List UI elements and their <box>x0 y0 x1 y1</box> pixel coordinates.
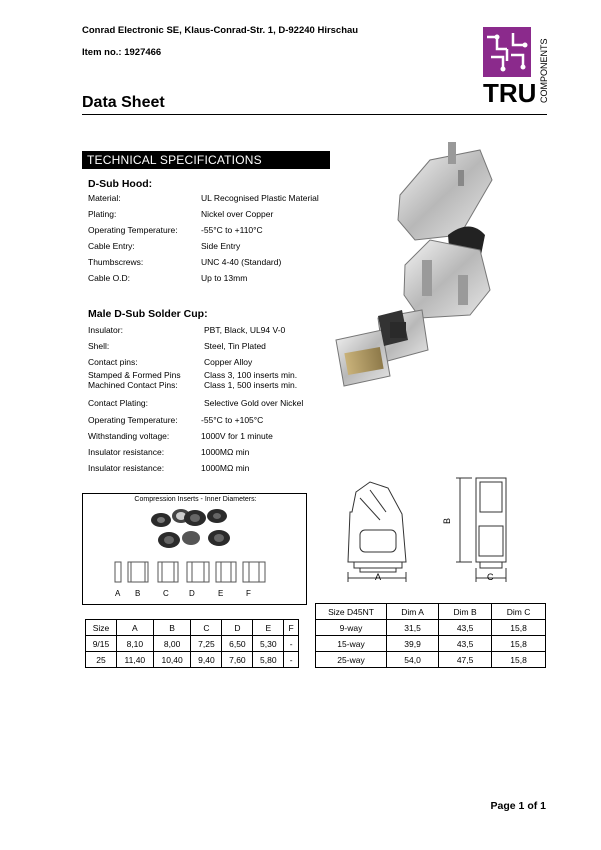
table-cell: 15,8 <box>492 620 546 636</box>
dimensions-table <box>315 603 546 668</box>
company-address: Conrad Electronic SE, Klaus-Conrad-Str. 1, D-92240 Hirschau <box>82 25 359 36</box>
spec-row <box>88 241 348 251</box>
spec-row <box>88 398 348 408</box>
logo-text: TRU <box>483 78 537 105</box>
spec-value: Selective Gold over Nickel <box>204 398 304 408</box>
spec-row <box>88 209 348 219</box>
spec-value: Side Entry <box>201 241 241 251</box>
spec-label: Contact pins: <box>88 357 138 367</box>
spec-row <box>88 341 348 351</box>
logo-side-text: COMPONENTS <box>539 38 549 103</box>
table-cell: 54,0 <box>387 652 439 668</box>
compression-inserts-box <box>82 493 307 605</box>
table-cell: 6,50 <box>222 636 253 652</box>
compression-title: Compression Inserts - Inner Diameters: <box>134 496 257 503</box>
table-header: B <box>153 620 191 636</box>
tru-logo <box>483 27 553 105</box>
spec-value: Class 3, 100 inserts min. <box>204 370 298 380</box>
inserts-photo <box>123 506 273 554</box>
spec-row <box>88 380 348 390</box>
spec-value: Up to 13mm <box>201 273 248 283</box>
table-row <box>86 636 299 652</box>
spec-value: 1000V for 1 minute <box>201 431 273 441</box>
table-cell: 15-way <box>316 636 387 652</box>
table-cell: 25 <box>86 652 117 668</box>
table-header: D <box>222 620 253 636</box>
spec-label: Cable Entry: <box>88 241 135 251</box>
item-number: Item no.: 1927466 <box>82 47 162 58</box>
page-title: Data Sheet <box>82 94 165 111</box>
table-header-row <box>86 620 299 636</box>
inserts-profiles <box>113 560 273 584</box>
spec-label: Material: <box>88 193 121 203</box>
insert-letter: D <box>189 589 195 598</box>
spec-row <box>88 357 348 367</box>
table-header: E <box>253 620 284 636</box>
table-row <box>86 652 299 668</box>
table-cell: 15,8 <box>492 652 546 668</box>
table-cell: 5,30 <box>253 636 284 652</box>
table-cell: 7,25 <box>191 636 222 652</box>
dim-b-label: B <box>442 517 453 525</box>
cup-title: Male D-Sub Solder Cup: <box>88 308 208 320</box>
table-cell: 43,5 <box>439 636 492 652</box>
table-header: Size <box>86 620 117 636</box>
diameters-table <box>85 619 299 668</box>
spec-label: Insulator resistance: <box>88 463 165 473</box>
table-cell: 8,10 <box>116 636 153 652</box>
table-cell: 5,80 <box>253 652 284 668</box>
dim-c-label: C <box>487 572 494 582</box>
hood-title: D-Sub Hood: <box>88 178 153 190</box>
table-cell: 9,40 <box>191 652 222 668</box>
insert-letter: B <box>135 589 141 598</box>
spec-value: 1000MΩ min <box>201 463 250 473</box>
table-header-row <box>316 604 546 620</box>
table-header: Dim A <box>387 604 439 620</box>
table-header: F <box>284 620 299 636</box>
table-cell: 47,5 <box>439 652 492 668</box>
technical-drawing <box>340 470 550 588</box>
spec-label: Cable O.D: <box>88 273 131 283</box>
spec-row <box>88 325 348 335</box>
spec-value: Class 1, 500 inserts min. <box>204 380 298 390</box>
table-cell: 25-way <box>316 652 387 668</box>
spec-row <box>88 193 348 203</box>
section-title: TECHNICAL SPECIFICATIONS <box>82 151 330 169</box>
page-number: Page 1 of 1 <box>490 800 546 812</box>
table-cell: 7,60 <box>222 652 253 668</box>
spec-label: Operating Temperature: <box>88 415 178 425</box>
spec-row <box>88 257 348 267</box>
spec-row <box>88 225 348 235</box>
spec-row <box>88 415 348 425</box>
spec-label: Operating Temperature: <box>88 225 178 235</box>
spec-row <box>88 463 348 473</box>
dim-a-label: A <box>375 572 382 582</box>
table-row <box>316 652 546 668</box>
spec-label: Contact Plating: <box>88 398 149 408</box>
spec-label: Thumbscrews: <box>88 257 144 267</box>
insert-letter: C <box>163 589 169 598</box>
spec-label: Shell: <box>88 341 110 351</box>
title-rule <box>82 114 547 115</box>
table-cell: 39,9 <box>387 636 439 652</box>
spec-value: -55°C to +105°C <box>201 415 264 425</box>
table-cell: - <box>284 636 299 652</box>
spec-label: Stamped & Formed Pins <box>88 370 181 380</box>
spec-value: Copper Alloy <box>204 357 253 367</box>
spec-label: Withstanding voltage: <box>88 431 170 441</box>
product-photo <box>330 140 545 390</box>
table-row <box>316 620 546 636</box>
spec-value: -55°C to +110°C <box>201 225 263 235</box>
spec-row <box>88 370 348 380</box>
table-cell: 10,40 <box>153 652 191 668</box>
insert-letter: A <box>115 589 121 598</box>
table-header: Dim C <box>492 604 546 620</box>
spec-label: Insulator: <box>88 325 123 335</box>
table-cell: 9-way <box>316 620 387 636</box>
table-cell: 8,00 <box>153 636 191 652</box>
spec-value: UL Recognised Plastic Material <box>201 193 319 203</box>
table-cell: 31,5 <box>387 620 439 636</box>
spec-row <box>88 447 348 457</box>
spec-label: Plating: <box>88 209 117 219</box>
table-header: A <box>116 620 153 636</box>
table-header: Size D45NT <box>316 604 387 620</box>
spec-row <box>88 273 348 283</box>
table-cell: 15,8 <box>492 636 546 652</box>
table-cell: 11,40 <box>116 652 153 668</box>
spec-label: Machined Contact Pins: <box>88 380 178 390</box>
table-header: Dim B <box>439 604 492 620</box>
table-cell: - <box>284 652 299 668</box>
spec-value: UNC 4-40 (Standard) <box>201 257 282 267</box>
table-cell: 43,5 <box>439 620 492 636</box>
insert-letter: F <box>246 589 251 598</box>
table-cell: 9/15 <box>86 636 117 652</box>
spec-label: Insulator resistance: <box>88 447 165 457</box>
spec-value: PBT, Black, UL94 V-0 <box>204 325 286 335</box>
table-header: C <box>191 620 222 636</box>
insert-letter: E <box>218 589 224 598</box>
spec-value: Steel, Tin Plated <box>204 341 266 351</box>
table-row <box>316 636 546 652</box>
spec-value: Nickel over Copper <box>201 209 274 219</box>
spec-row <box>88 431 348 441</box>
spec-value: 1000MΩ min <box>201 447 250 457</box>
